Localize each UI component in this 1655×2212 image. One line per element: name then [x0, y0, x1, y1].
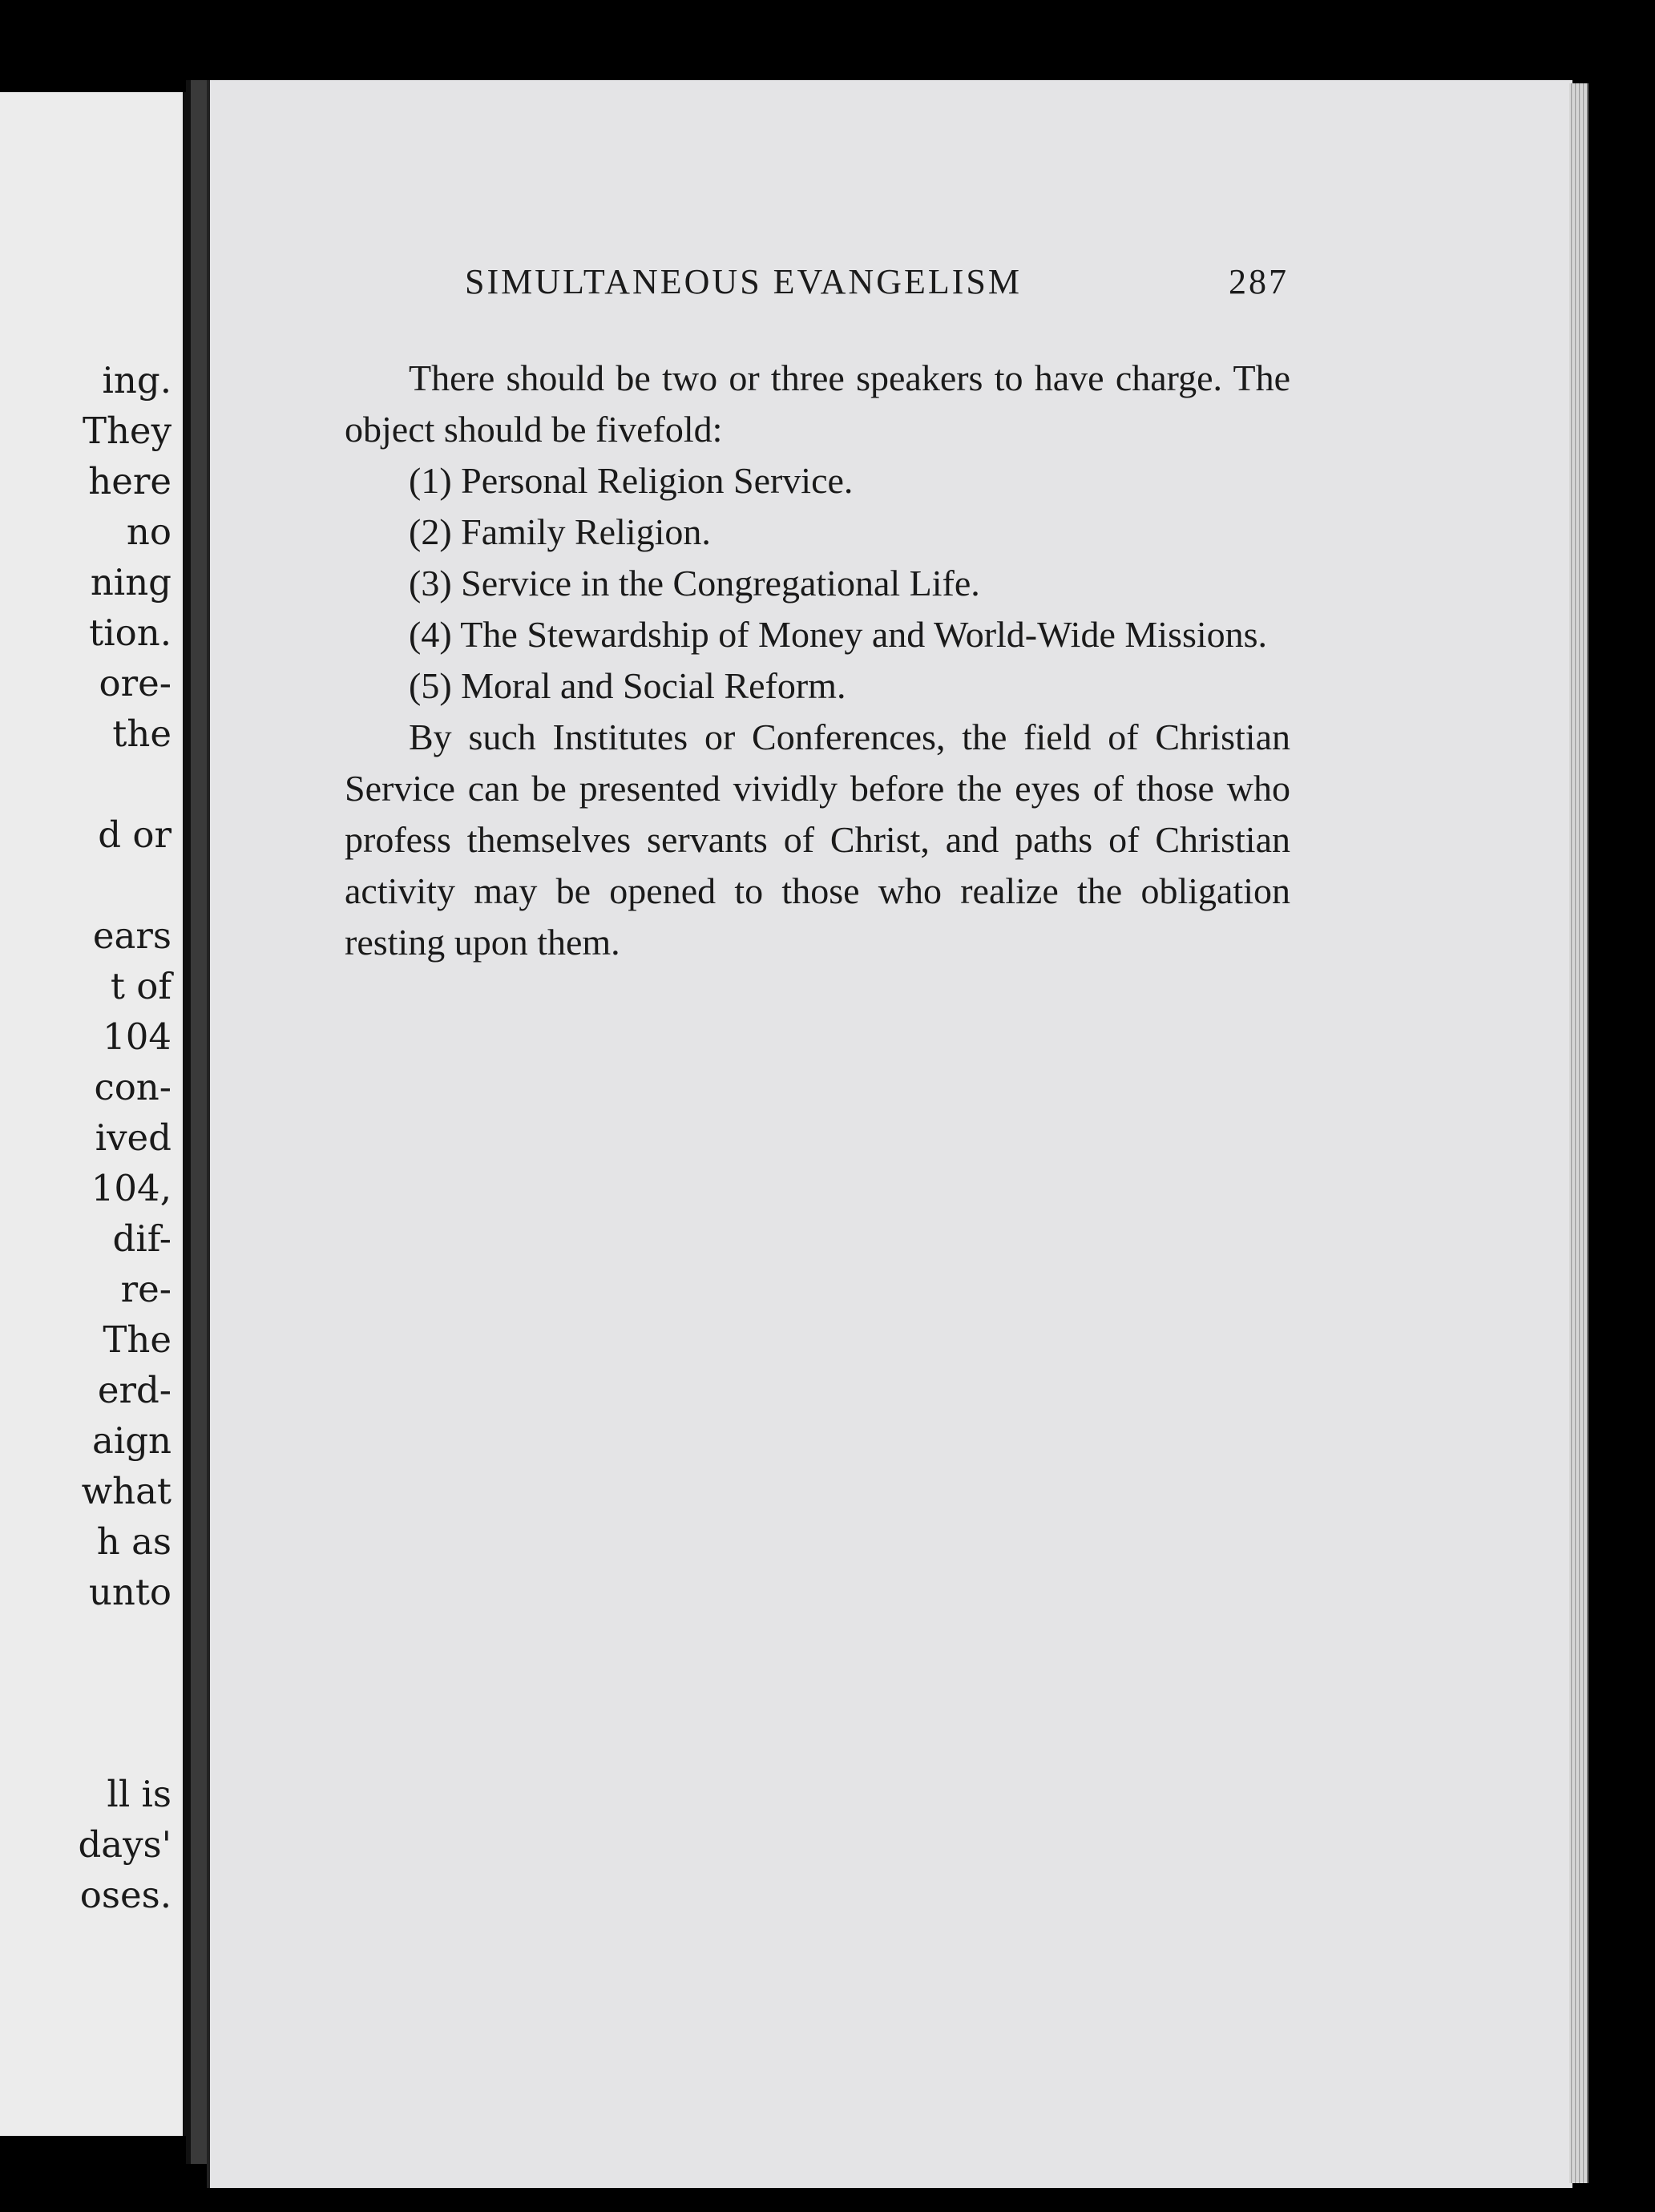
list-item: (2) Family Religion.: [409, 511, 711, 552]
left-line: ore-: [99, 662, 172, 704]
left-line: d or: [98, 813, 172, 856]
left-line: unto: [88, 1571, 172, 1613]
page-number: 287: [1229, 262, 1289, 301]
left-line: tion.: [89, 612, 172, 654]
paragraph: There should be two or three speakers to have charge. The object should be fivefold:: [345, 357, 1290, 450]
running-head-title: SIMULTANEOUS EVANGELISM: [465, 262, 1022, 301]
body-text: [345, 353, 1290, 968]
left-line: aign: [91, 1419, 172, 1462]
left-line: ived: [95, 1116, 172, 1159]
left-line: They: [82, 410, 172, 452]
left-line: what: [81, 1470, 172, 1512]
left-line: ning: [90, 561, 172, 603]
left-line: 104: [103, 1015, 172, 1058]
left-page: [0, 92, 186, 2136]
left-line: no: [126, 511, 172, 553]
left-line: here: [88, 460, 172, 503]
left-line: days': [78, 1823, 172, 1866]
left-line: re-: [120, 1268, 172, 1310]
list-item: (1) Personal Religion Service.: [409, 460, 854, 501]
left-line: ing.: [102, 359, 172, 402]
fivefold-list: [345, 455, 1290, 712]
left-line: 104,: [91, 1167, 172, 1209]
left-line: ll is: [107, 1773, 172, 1815]
list-item: (5) Moral and Social Reform.: [409, 665, 846, 706]
left-line: h as: [96, 1520, 172, 1563]
left-line: the: [112, 712, 172, 755]
left-line: con-: [94, 1066, 172, 1108]
paragraph: By such Institutes or Conferences, the field of Christian Service can be presented vividly before the eyes of those who profess themselves servants of Christ, and paths of Christian activity may be opened to those who realize the obligation resting upon them.: [345, 716, 1290, 963]
left-line: t of: [110, 965, 172, 1007]
left-line: oses.: [79, 1874, 172, 1916]
left-line: The: [103, 1318, 172, 1361]
page-edge: [1569, 83, 1588, 2183]
left-line: dif-: [112, 1217, 172, 1260]
list-item: (3) Service in the Congregational Life.: [409, 563, 980, 603]
left-line: erd-: [97, 1369, 172, 1411]
list-item: (4) The Stewardship of Money and World-Wide Missions.: [409, 614, 1268, 655]
left-line: ears: [92, 914, 172, 957]
